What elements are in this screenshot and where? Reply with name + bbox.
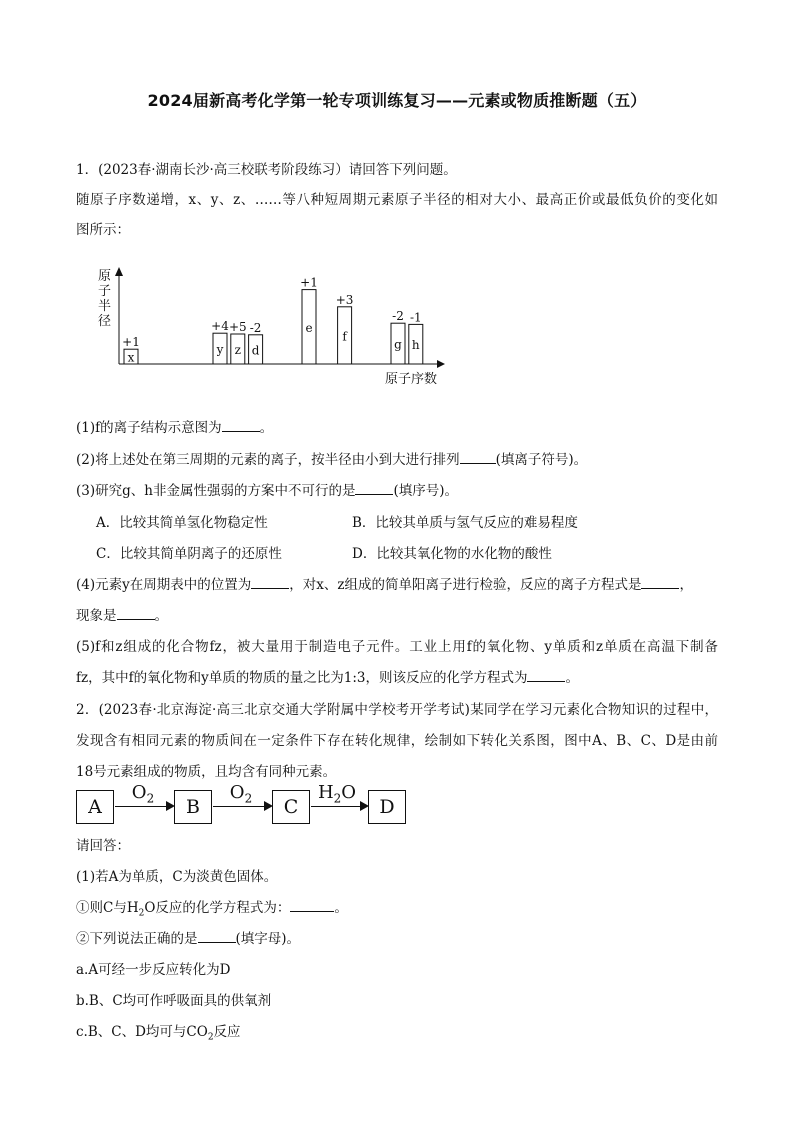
q1-option-a: A．比较其简单氢化物稳定性 <box>96 515 268 531</box>
y-axis-arrow-icon <box>115 267 123 276</box>
bar-element-label: y <box>216 342 224 357</box>
bar-valence-label: -1 <box>409 310 422 325</box>
page-title: 2024届新高考化学第一轮专项训练复习——元素或物质推断题（五） <box>147 91 647 110</box>
answer-blank[interactable] <box>460 451 496 464</box>
flow-box-a: A <box>76 790 114 824</box>
q1-header: 1．(2023春·湖南长沙·高三校联考阶段练习）请回答下列问题。 <box>76 162 457 178</box>
q2-choice-b: b.B、C均可作呼吸面具的供氧剂 <box>76 993 272 1009</box>
q2-part1: (1)若A为单质，C为淡黄色固体。 <box>76 869 278 885</box>
y-axis-label-char: 半 <box>98 299 112 314</box>
q1-intro-line2: 图所示： <box>76 222 130 238</box>
answer-blank[interactable] <box>251 576 289 589</box>
q1-part5-cont: fz，其中f的氧化物和y单质的物质的量之比为1:3，则该反应的化学方程式为 。 <box>76 670 579 686</box>
q1-part3: (3)研究g、h非金属性强弱的方案中不可行的是 (填序号)。 <box>76 483 459 499</box>
bar-valence-label: +3 <box>335 292 354 307</box>
q1-part4: (4)元素y在周期表中的位置为 ，对x、z组成的简单阳离子进行检验，反应的离子方程式是 ， <box>76 577 693 593</box>
bar-element-label: d <box>251 343 260 358</box>
answer-blank[interactable] <box>527 669 565 682</box>
y-axis-label-char: 径 <box>98 314 112 329</box>
bar-valence-label: +4 <box>211 319 229 334</box>
q1-part2: (2)将上述处在第三周期的元素的离子，按半径由小到大进行排列 (填离子符号)。 <box>76 452 588 468</box>
bar-valence-label: +1 <box>122 335 140 350</box>
q1-option-b: B．比较其单质与氢气反应的难易程度 <box>352 515 578 531</box>
bar-element-label: e <box>305 320 313 335</box>
bar-valence-label: +5 <box>228 320 247 334</box>
flow-label-h2o: $H_2O$ <box>317 782 357 806</box>
q2-sub2: ②下列说法正确的是 (填字母)。 <box>76 931 301 947</box>
bar-valence-label: +1 <box>300 275 318 290</box>
x-axis-label: 原子序数 <box>385 372 438 387</box>
q2-header-line2: 发现含有相同元素的物质间在一定条件下存在转化规律，绘制如下转化关系图，图中A、B、C、D是由前 <box>76 733 718 749</box>
q1-part4-cont: 现象是 。 <box>76 608 168 624</box>
flow-arrow-2 <box>213 806 268 807</box>
q1-option-d: D．比较其氧化物的水化物的酸性 <box>352 546 552 562</box>
y-axis-label-char: 子 <box>98 284 112 299</box>
bar-element-label: x <box>127 350 135 365</box>
x-axis-arrow-icon <box>437 360 445 368</box>
flow-arrow-1 <box>115 806 170 807</box>
q1-part5: (5)f和z组成的化合物fz，被大量用于制造电子元件。工业上用f的氧化物、y单质和z单质在高温下制备 <box>76 639 718 655</box>
q2-choice-c: c.B、C、D均可与$CO_2$反应 <box>76 1024 241 1043</box>
q2-header-line3: 18号元素组成的物质，且均含有同种元素。 <box>76 764 337 780</box>
q1-part1: (1)f的离子结构示意图为 。 <box>76 420 274 436</box>
bar-valence-label: -2 <box>392 309 404 324</box>
flow-arrow-3 <box>311 806 364 807</box>
flow-box-d: D <box>368 790 406 824</box>
answer-blank[interactable] <box>198 930 236 943</box>
answer-blank[interactable] <box>290 899 334 912</box>
q2-prompt: 请回答： <box>76 838 130 854</box>
q2-sub1: ①则C与$H_2O$反应的化学方程式为： 。 <box>76 900 348 919</box>
atomic-radius-chart <box>95 262 455 392</box>
answer-blank[interactable] <box>355 482 393 495</box>
atomic-radius-chart-svg <box>95 262 455 392</box>
answer-blank[interactable] <box>641 576 679 589</box>
q1-intro-line1: 随原子序数递增，x、y、z、……等八种短周期元素原子半径的相对大小、最高正价或最低负价的变化如 <box>76 192 718 208</box>
q2-choice-a: a.A可经一步反应转化为D <box>76 962 231 978</box>
q1-option-c: C．比较其简单阴离子的还原性 <box>96 546 282 562</box>
y-axis-label-char: 原 <box>98 269 112 284</box>
bar-valence-label: -2 <box>249 320 262 335</box>
answer-blank[interactable] <box>222 419 260 432</box>
q2-header-line1: 2．(2023春·北京海淀·高三北京交通大学附属中学校考开学考试)某同学在学习元素化合物知识的过程中， <box>76 702 718 718</box>
bar-element-label: z <box>234 343 241 357</box>
bar-element-label: f <box>342 329 347 344</box>
flow-label-o2-1: $O_2$ <box>131 782 155 806</box>
bar-element-label: h <box>411 338 420 353</box>
flow-box-c: C <box>272 790 310 824</box>
flow-box-b: B <box>174 790 212 824</box>
bar-element-label: g <box>394 337 402 352</box>
flow-label-o2-2: $O_2$ <box>229 782 253 806</box>
answer-blank[interactable] <box>117 607 155 620</box>
